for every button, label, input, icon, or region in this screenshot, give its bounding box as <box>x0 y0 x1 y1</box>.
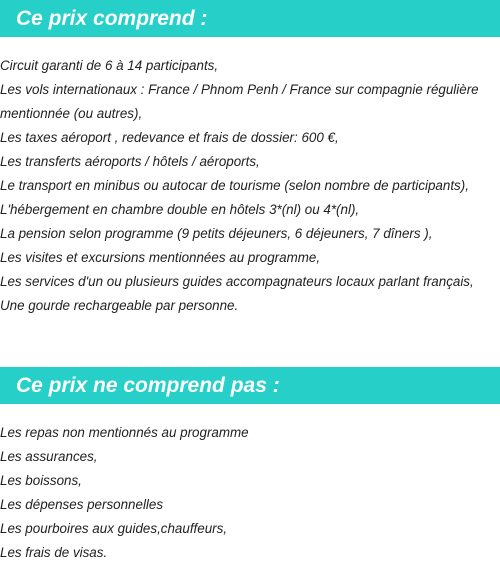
list-item: Les visites et excursions mentionnées au programme, <box>0 250 321 265</box>
list-item: Les vols internationaux : France / Phnom Penh / France sur compagnie régulière mentionnée (ou autres), <box>0 82 479 121</box>
list-item: Les pourboires aux guides,chauffeurs, <box>0 521 228 536</box>
list-item: Les dépenses personnelles <box>0 497 164 512</box>
price-excludes-list <box>0 421 500 565</box>
list-item: Les frais de visas. <box>0 545 108 560</box>
price-includes-heading: Ce prix comprend : <box>0 0 500 37</box>
list-item: Les repas non mentionnés au programme <box>0 425 249 440</box>
list-item: Les assurances, <box>0 449 98 464</box>
list-item: Circuit garanti de 6 à 14 participants, <box>0 58 219 73</box>
list-item: Les taxes aéroport , redevance et frais de dossier: 600 €, <box>0 130 339 145</box>
list-item: Les transferts aéroports / hôtels / aéroports, <box>0 154 260 169</box>
list-item: L'hébergement en chambre double en hôtels 3*(nl) ou 4*(nl), <box>0 202 360 217</box>
list-item: La pension selon programme (9 petits déjeuners, 6 déjeuners, 7 dîners ), <box>0 226 433 241</box>
list-item: Une gourde rechargeable par personne. <box>0 298 239 313</box>
list-item: Les services d'un ou plusieurs guides accompagnateurs locaux parlant français, <box>0 274 474 289</box>
list-item: Les boissons, <box>0 473 82 488</box>
price-excludes-heading: Ce prix ne comprend pas : <box>0 367 500 404</box>
price-includes-list <box>0 54 500 318</box>
list-item: Le transport en minibus ou autocar de tourisme (selon nombre de participants), <box>0 178 469 193</box>
